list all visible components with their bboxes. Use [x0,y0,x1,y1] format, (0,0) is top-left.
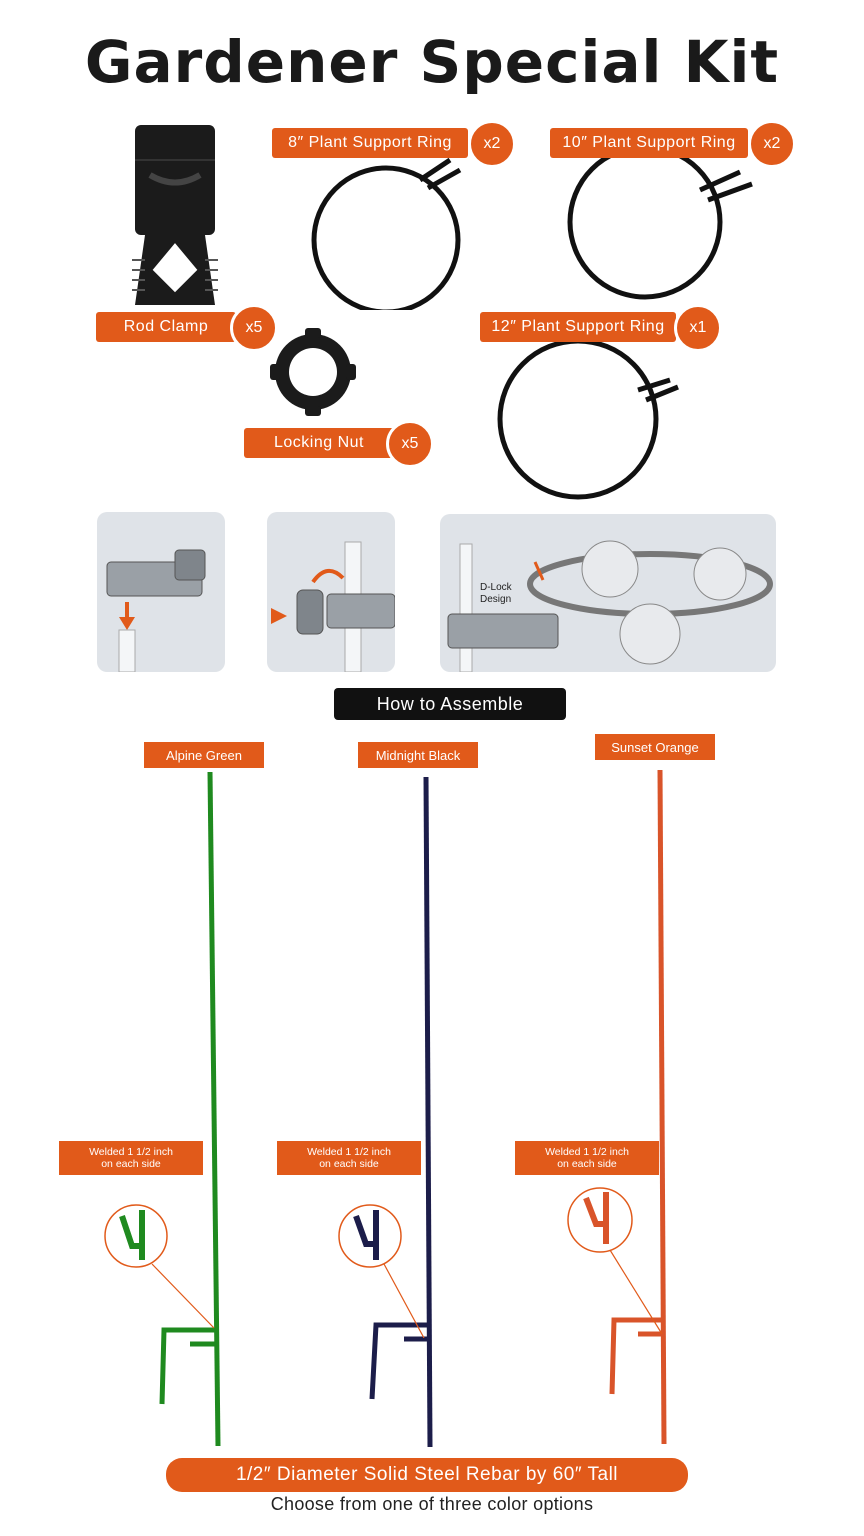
page-title: Gardener Special Kit [84,28,780,96]
dlock-label-2: Design [480,594,512,605]
ring-10-label: 10″ Plant Support Ring [550,128,748,158]
weld-line-1: Welded 1 1/2 inch [545,1146,629,1158]
assembly-step-2-panel [267,512,395,672]
ring-8-image [300,150,480,310]
rod-clamp-label: Rod Clamp [96,312,236,342]
rebar-alpine-green [140,770,260,1450]
color-label-alpine-green: Alpine Green [144,742,264,768]
rod-clamp-image [120,120,230,320]
weld-label-black [277,1141,421,1175]
ring-8-qty-badge: x2 [468,120,516,168]
locking-nut-label: Locking Nut [244,428,394,458]
assembly-step-2-illustration [267,512,395,672]
weld-detail-green [100,1198,240,1338]
weld-line-2: on each side [319,1158,379,1170]
locking-nut-image [268,322,358,422]
ring-12-image [488,335,688,500]
weld-label-green [59,1141,203,1175]
ring-12-qty-badge: x1 [674,304,722,352]
assembly-step-3-panel [440,514,776,672]
dlock-label-1: D-Lock [480,582,512,593]
rebar-midnight-black [360,775,460,1450]
weld-detail-black [336,1198,456,1338]
color-label-midnight-black: Midnight Black [358,742,478,768]
assembly-step-3-illustration [440,514,776,672]
weld-line-1: Welded 1 1/2 inch [89,1146,173,1158]
color-label-sunset-orange: Sunset Orange [595,734,715,760]
weld-label-orange [515,1141,659,1175]
rebar-sunset-orange [600,768,700,1450]
locking-nut-qty-badge: x5 [386,420,434,468]
how-to-assemble-button[interactable]: How to Assemble [334,688,566,720]
assembly-step-1-illustration [97,512,225,672]
assembly-step-1-panel [97,512,225,672]
weld-detail-orange [566,1186,676,1336]
rebar-spec-banner: 1/2″ Diameter Solid Steel Rebar by 60″ Tall [166,1458,688,1492]
ring-10-image [560,150,760,300]
ring-12-label: 12″ Plant Support Ring [480,312,676,342]
weld-line-2: on each side [101,1158,161,1170]
weld-line-2: on each side [557,1158,617,1170]
weld-line-1: Welded 1 1/2 inch [307,1146,391,1158]
ring-8-label: 8″ Plant Support Ring [272,128,468,158]
color-options-subtitle: Choose from one of three color options [270,1494,594,1514]
rod-clamp-qty-badge: x5 [230,304,278,352]
ring-10-qty-badge: x2 [748,120,796,168]
